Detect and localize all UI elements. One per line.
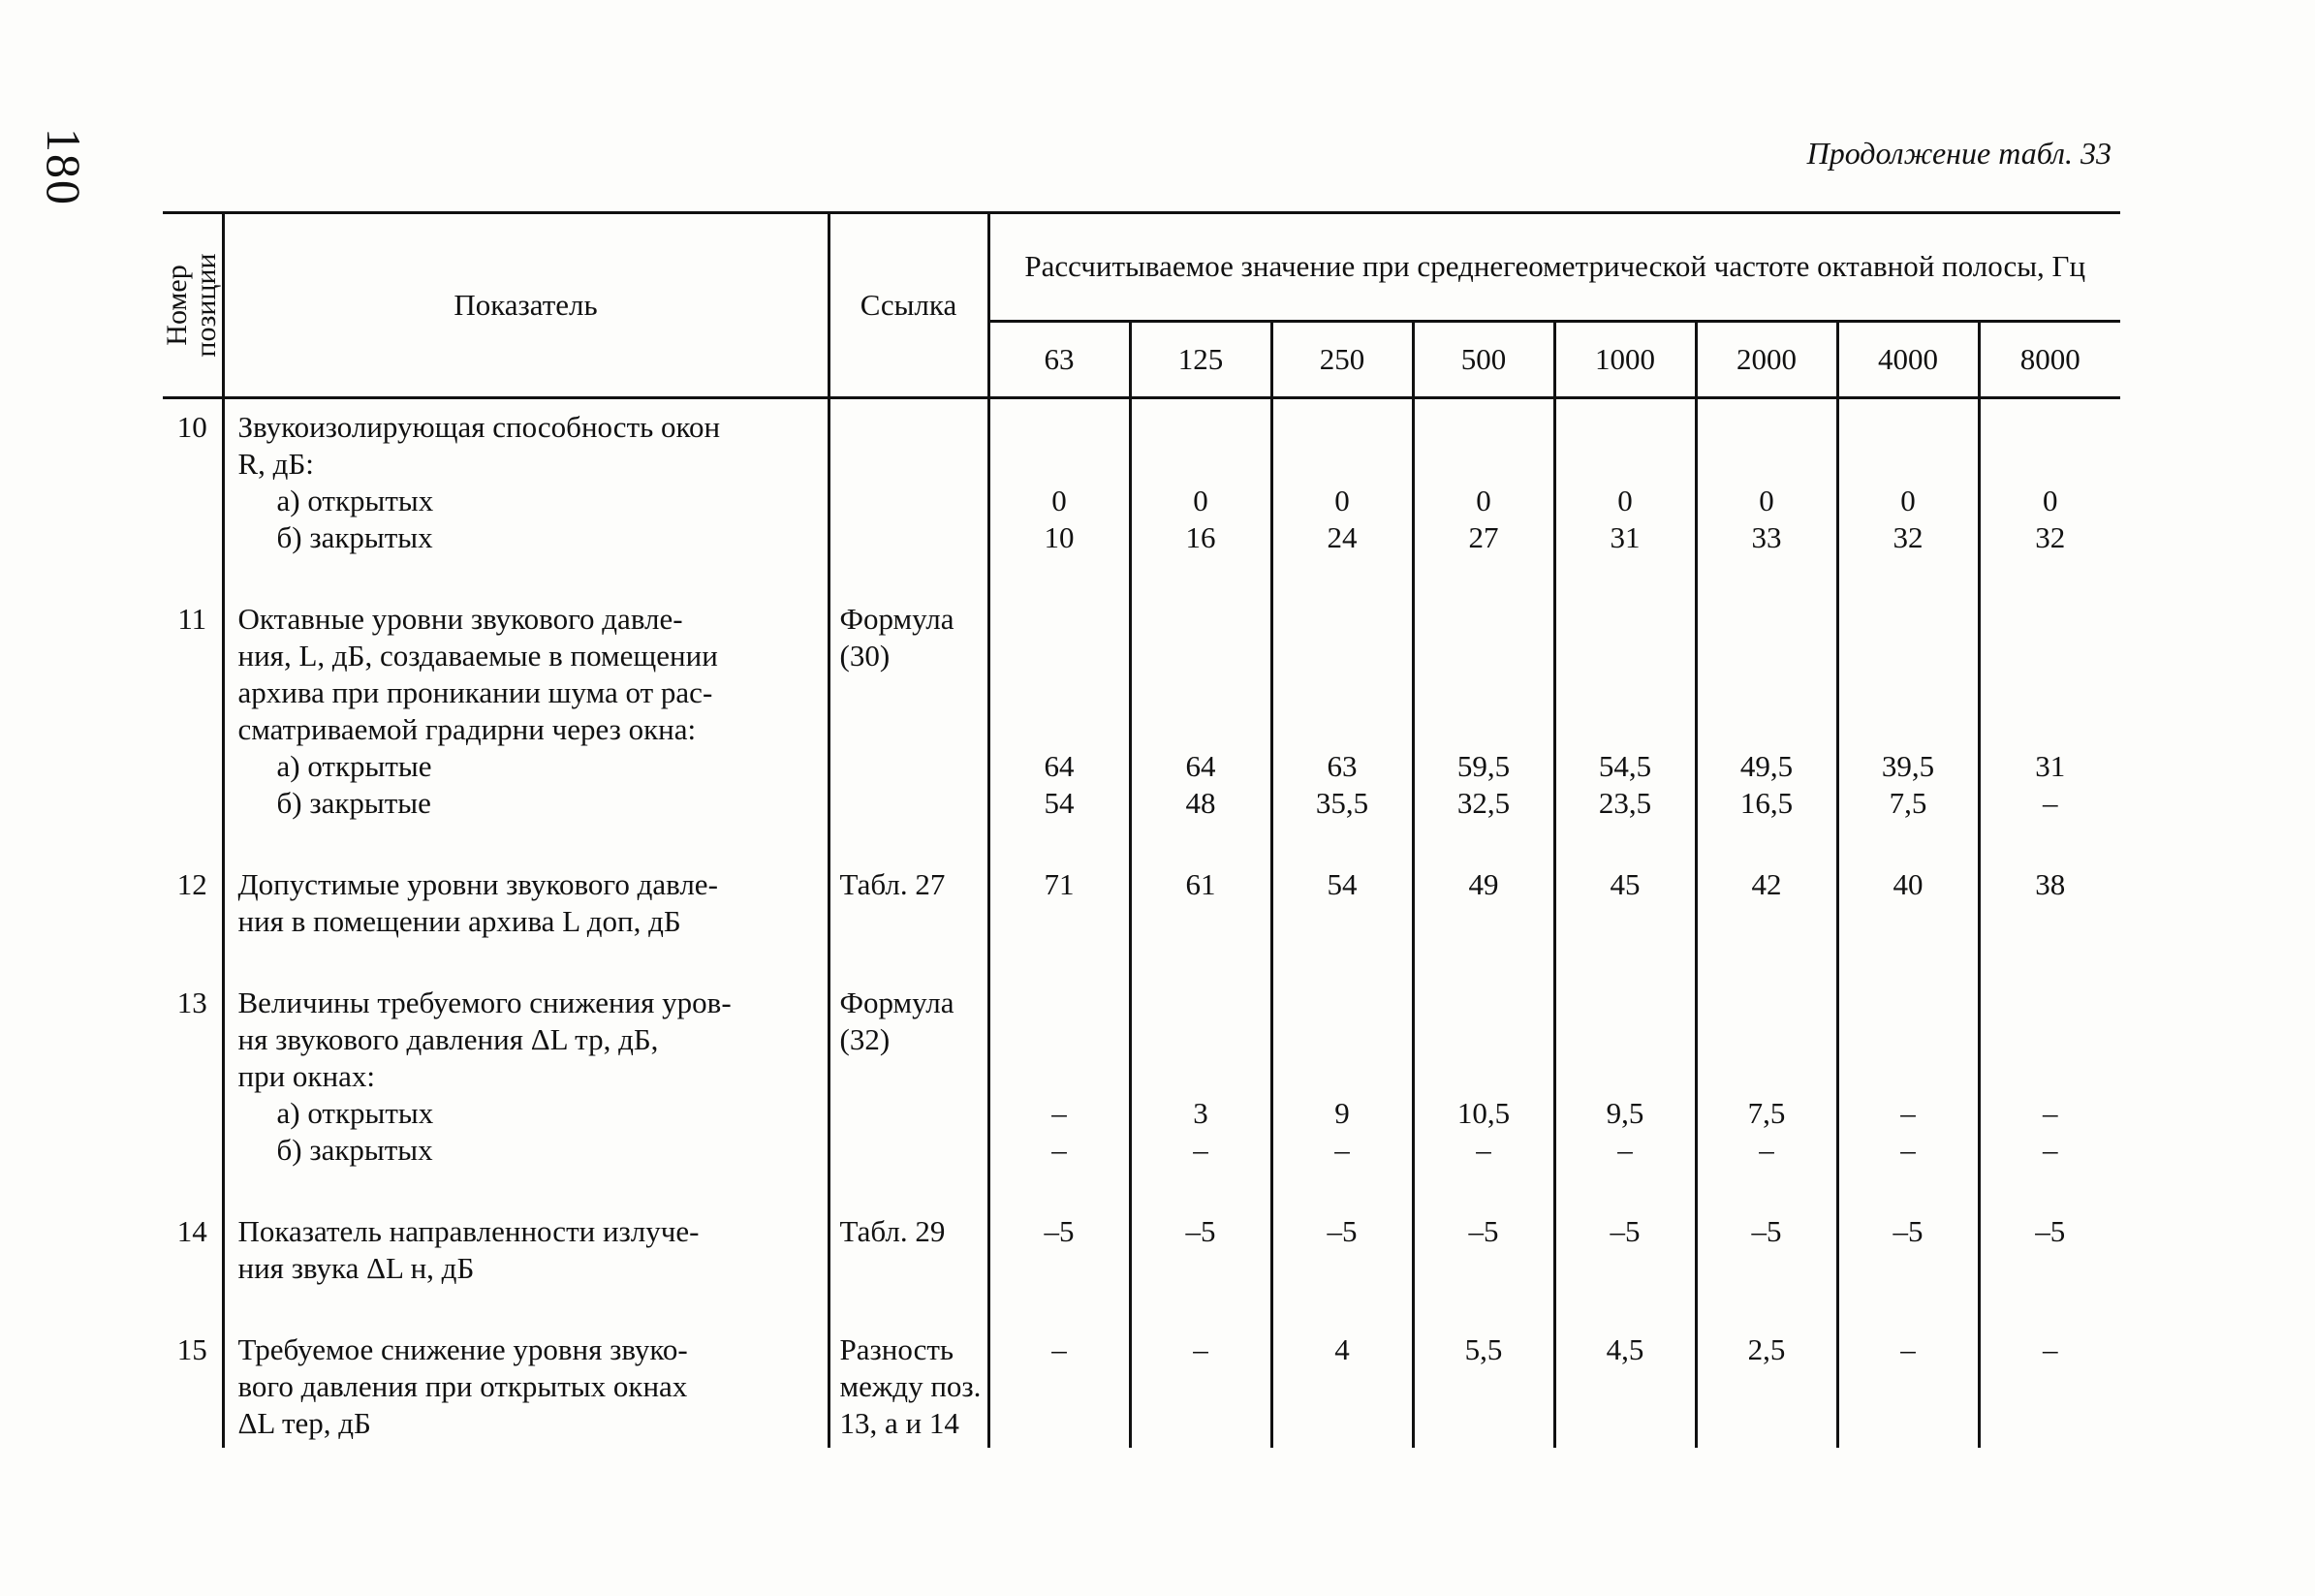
indicator-text: Величины требуемого снижения уров- ня звукового давления ΔL тр, дБ, при окнах: а) открытых б) закрытых <box>223 975 829 1204</box>
header-freq-63: 63 <box>988 321 1130 397</box>
value-cell: – <box>988 1322 1130 1448</box>
value-cell: 49 <box>1413 857 1554 975</box>
value-cell: –5 <box>1130 1204 1271 1322</box>
header-calculated-value: Рассчитываемое значение при среднегеометрической частоте октавной полосы, Гц <box>988 213 2120 322</box>
header-reference: Ссылка <box>829 213 988 398</box>
value-cell: – – <box>988 975 1130 1204</box>
table-continuation-label: Продолжение табл. 33 <box>1806 136 2112 171</box>
value-cell: –5 <box>988 1204 1130 1322</box>
value-cell: 9,5 – <box>1554 975 1696 1204</box>
position-number: 13 <box>176 986 207 1019</box>
value-cell: – <box>1130 1322 1271 1448</box>
value-cell: 4,5 <box>1554 1322 1696 1448</box>
value-cell: 0 16 <box>1130 398 1271 592</box>
position-number: 10 <box>176 410 207 444</box>
value-cell: –5 <box>1271 1204 1413 1322</box>
value-cell: 64 48 <box>1130 591 1271 857</box>
value-cell: 54,5 23,5 <box>1554 591 1696 857</box>
value-cell: 31 – <box>1979 591 2120 857</box>
position-number: 11 <box>177 602 207 636</box>
value-cell: 3 – <box>1130 975 1271 1204</box>
reference-text: Формула (32) <box>829 975 988 1204</box>
value-cell: 4 <box>1271 1322 1413 1448</box>
value-cell: 39,5 7,5 <box>1837 591 1979 857</box>
value-cell: 64 54 <box>988 591 1130 857</box>
reference-text: Табл. 29 <box>829 1204 988 1322</box>
value-cell: 45 <box>1554 857 1696 975</box>
value-cell: – – <box>1837 975 1979 1204</box>
value-cell: –5 <box>1837 1204 1979 1322</box>
position-number: 12 <box>176 867 207 901</box>
value-cell: –5 <box>1696 1204 1837 1322</box>
value-cell: 49,5 16,5 <box>1696 591 1837 857</box>
header-indicator: Показатель <box>223 213 829 398</box>
value-cell: – – <box>1979 975 2120 1204</box>
header-freq-500: 500 <box>1413 321 1554 397</box>
value-cell: 0 32 <box>1979 398 2120 592</box>
value-cell: 7,5 – <box>1696 975 1837 1204</box>
value-cell: 0 32 <box>1837 398 1979 592</box>
table-row <box>163 975 2120 1204</box>
reference-text: Формула (30) <box>829 591 988 857</box>
table-row <box>163 398 2120 592</box>
indicator-text: Показатель направленности излуче- ния звука ΔL н, дБ <box>223 1204 829 1322</box>
value-cell: 54 <box>1271 857 1413 975</box>
value-cell: 0 24 <box>1271 398 1413 592</box>
table-row <box>163 1204 2120 1322</box>
value-cell: 5,5 <box>1413 1322 1554 1448</box>
page-number: 180 <box>37 128 91 206</box>
value-cell: 63 35,5 <box>1271 591 1413 857</box>
value-cell: 0 31 <box>1554 398 1696 592</box>
value-cell: – <box>1979 1322 2120 1448</box>
value-cell: 0 27 <box>1413 398 1554 592</box>
indicator-text: Октавные уровни звукового давле- ния, L, дБ, создаваемые в помещении архива при проникании шума от рас- сматриваемой градирни через окна: а) открытые б) закрытые <box>223 591 829 857</box>
value-cell: 61 <box>1130 857 1271 975</box>
value-cell: 0 33 <box>1696 398 1837 592</box>
header-freq-2000: 2000 <box>1696 321 1837 397</box>
table-row <box>163 591 2120 857</box>
header-freq-4000: 4000 <box>1837 321 1979 397</box>
header-position-number: Номер позиции <box>163 213 223 398</box>
header-freq-125: 125 <box>1130 321 1271 397</box>
value-cell: 9 – <box>1271 975 1413 1204</box>
value-cell: –5 <box>1979 1204 2120 1322</box>
header-freq-1000: 1000 <box>1554 321 1696 397</box>
position-number: 15 <box>176 1332 207 1366</box>
value-cell: 71 <box>988 857 1130 975</box>
value-cell: 40 <box>1837 857 1979 975</box>
value-cell: – <box>1837 1322 1979 1448</box>
position-number: 14 <box>176 1214 207 1248</box>
value-cell: –5 <box>1413 1204 1554 1322</box>
data-table <box>163 211 2120 1448</box>
table-row <box>163 1322 2120 1448</box>
value-cell: –5 <box>1554 1204 1696 1322</box>
reference-text: Табл. 27 <box>829 857 988 975</box>
value-cell: 10,5 – <box>1413 975 1554 1204</box>
table-row <box>163 857 2120 975</box>
header-freq-250: 250 <box>1271 321 1413 397</box>
value-cell: 38 <box>1979 857 2120 975</box>
indicator-text: Допустимые уровни звукового давле- ния в помещении архива L доп, дБ <box>223 857 829 975</box>
value-cell: 59,5 32,5 <box>1413 591 1554 857</box>
value-cell: 42 <box>1696 857 1837 975</box>
value-cell: 2,5 <box>1696 1322 1837 1448</box>
header-freq-8000: 8000 <box>1979 321 2120 397</box>
indicator-text: Звукоизолирующая способность окон R, дБ: а) открытых б) закрытых <box>223 398 829 592</box>
indicator-text: Требуемое снижение уровня звуко- вого давления при открытых окнах ΔL тер, дБ <box>223 1322 829 1448</box>
reference-text <box>829 398 988 592</box>
value-cell: 0 10 <box>988 398 1130 592</box>
reference-text: Разность между поз. 13, а и 14 <box>829 1322 988 1448</box>
